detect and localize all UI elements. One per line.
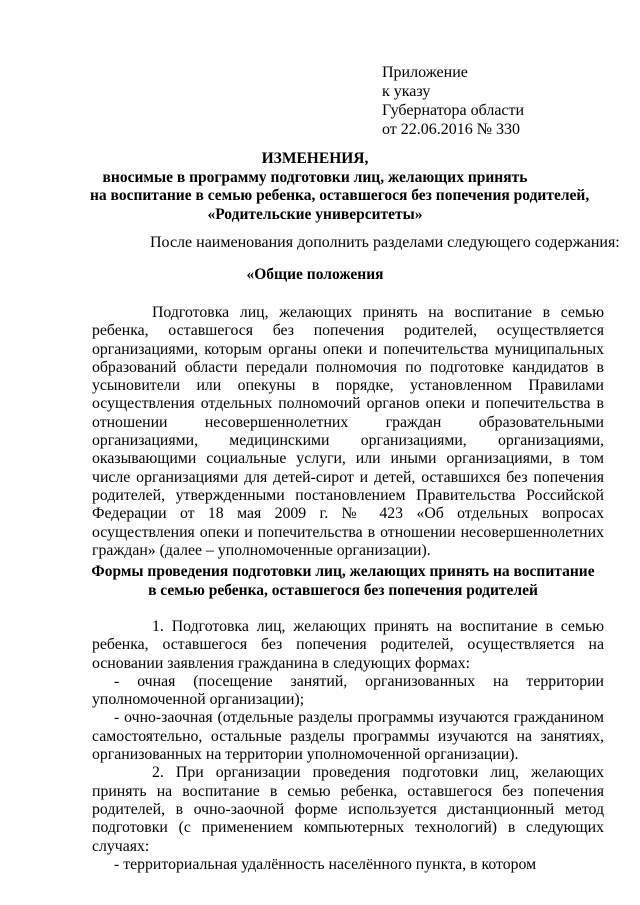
document-title [90,150,590,224]
title-line: на воспитание в семью ребенка, оставшегося без попечения родителей, [90,187,590,204]
heading-line: в семью ребенка, оставшегося без попечения родителей [148,581,538,599]
appendix-line: Губернатора области [382,102,525,119]
section-heading-forms [82,563,604,600]
appendix-line: Приложение [382,64,468,81]
section-heading-general: «Общие положения [246,266,384,283]
list-item: - очно-заочная (отдельные разделы программы изучаются гражданином самостоятельно, остальные разделы программы изучаются на занятиях, организованных на территории уполномоченной организации). [92,709,604,764]
heading-line: Формы проведения подготовки лиц, желающих принять на воспитание [91,563,595,580]
appendix-line: к указу [382,83,431,100]
title-line: «Родительские университеты» [207,205,423,223]
list-item: - очная (посещение занятий, организованных на территории уполномоченной организации); [92,672,604,709]
appendix-block [382,63,622,139]
intro-text: После наименования дополнить разделами следующего содержания: [150,234,620,251]
appendix-date-number: от 22.06.2016 № 330 [382,121,521,138]
section-general-body [92,304,604,560]
title-line: вносимые в программу подготовки лиц, желающих принять [102,168,528,186]
paragraph: 1. Подготовка лиц, желающих принять на воспитание в семью ребенка, оставшегося без попечения родителей, осуществляется на основании заявления гражданина в следующих формах: [92,618,604,672]
paragraph: Подготовка лиц, желающих принять на воспитание в семью ребенка, оставшегося без попечения родителей, осуществляется организациями, которым органы опеки и попечительства муниципальных образований области передали полномочия по подготовке кандидатов в усыновители или опекуны в порядке, установленном Правилами осуществления отдельных полномочий органов опеки и попечительства в отношении несовершеннолетних граждан образовательными организациями, медицинскими организациями, организациями, оказывающими социальные услуги, или иными организациями, в том числе организациями для детей-сирот и детей, оставшихся без попечения родителей, утвержденными постановлением Правительства Российской Федерации от 18 мая 2009 г. № 423 «Об отдельных вопросах осуществления опеки и попечительства в отношении несовершеннолетних граждан» (далее – уполномоченные организации). [92,304,604,559]
title-line: ИЗМЕНЕНИЯ, [261,150,369,167]
paragraph: 2. При организации проведения подготовки лиц, желающих принять на воспитание в семью ребенка, оставшегося без попечения родителей, в очно-заочной форме используется дистанционный метод подготовки (с применением компьютерных технологий) в следующих случаях: [92,764,604,855]
list-item: - территориальная удалённость населённого пункта, в котором [114,855,537,873]
section-forms-body [92,618,604,874]
